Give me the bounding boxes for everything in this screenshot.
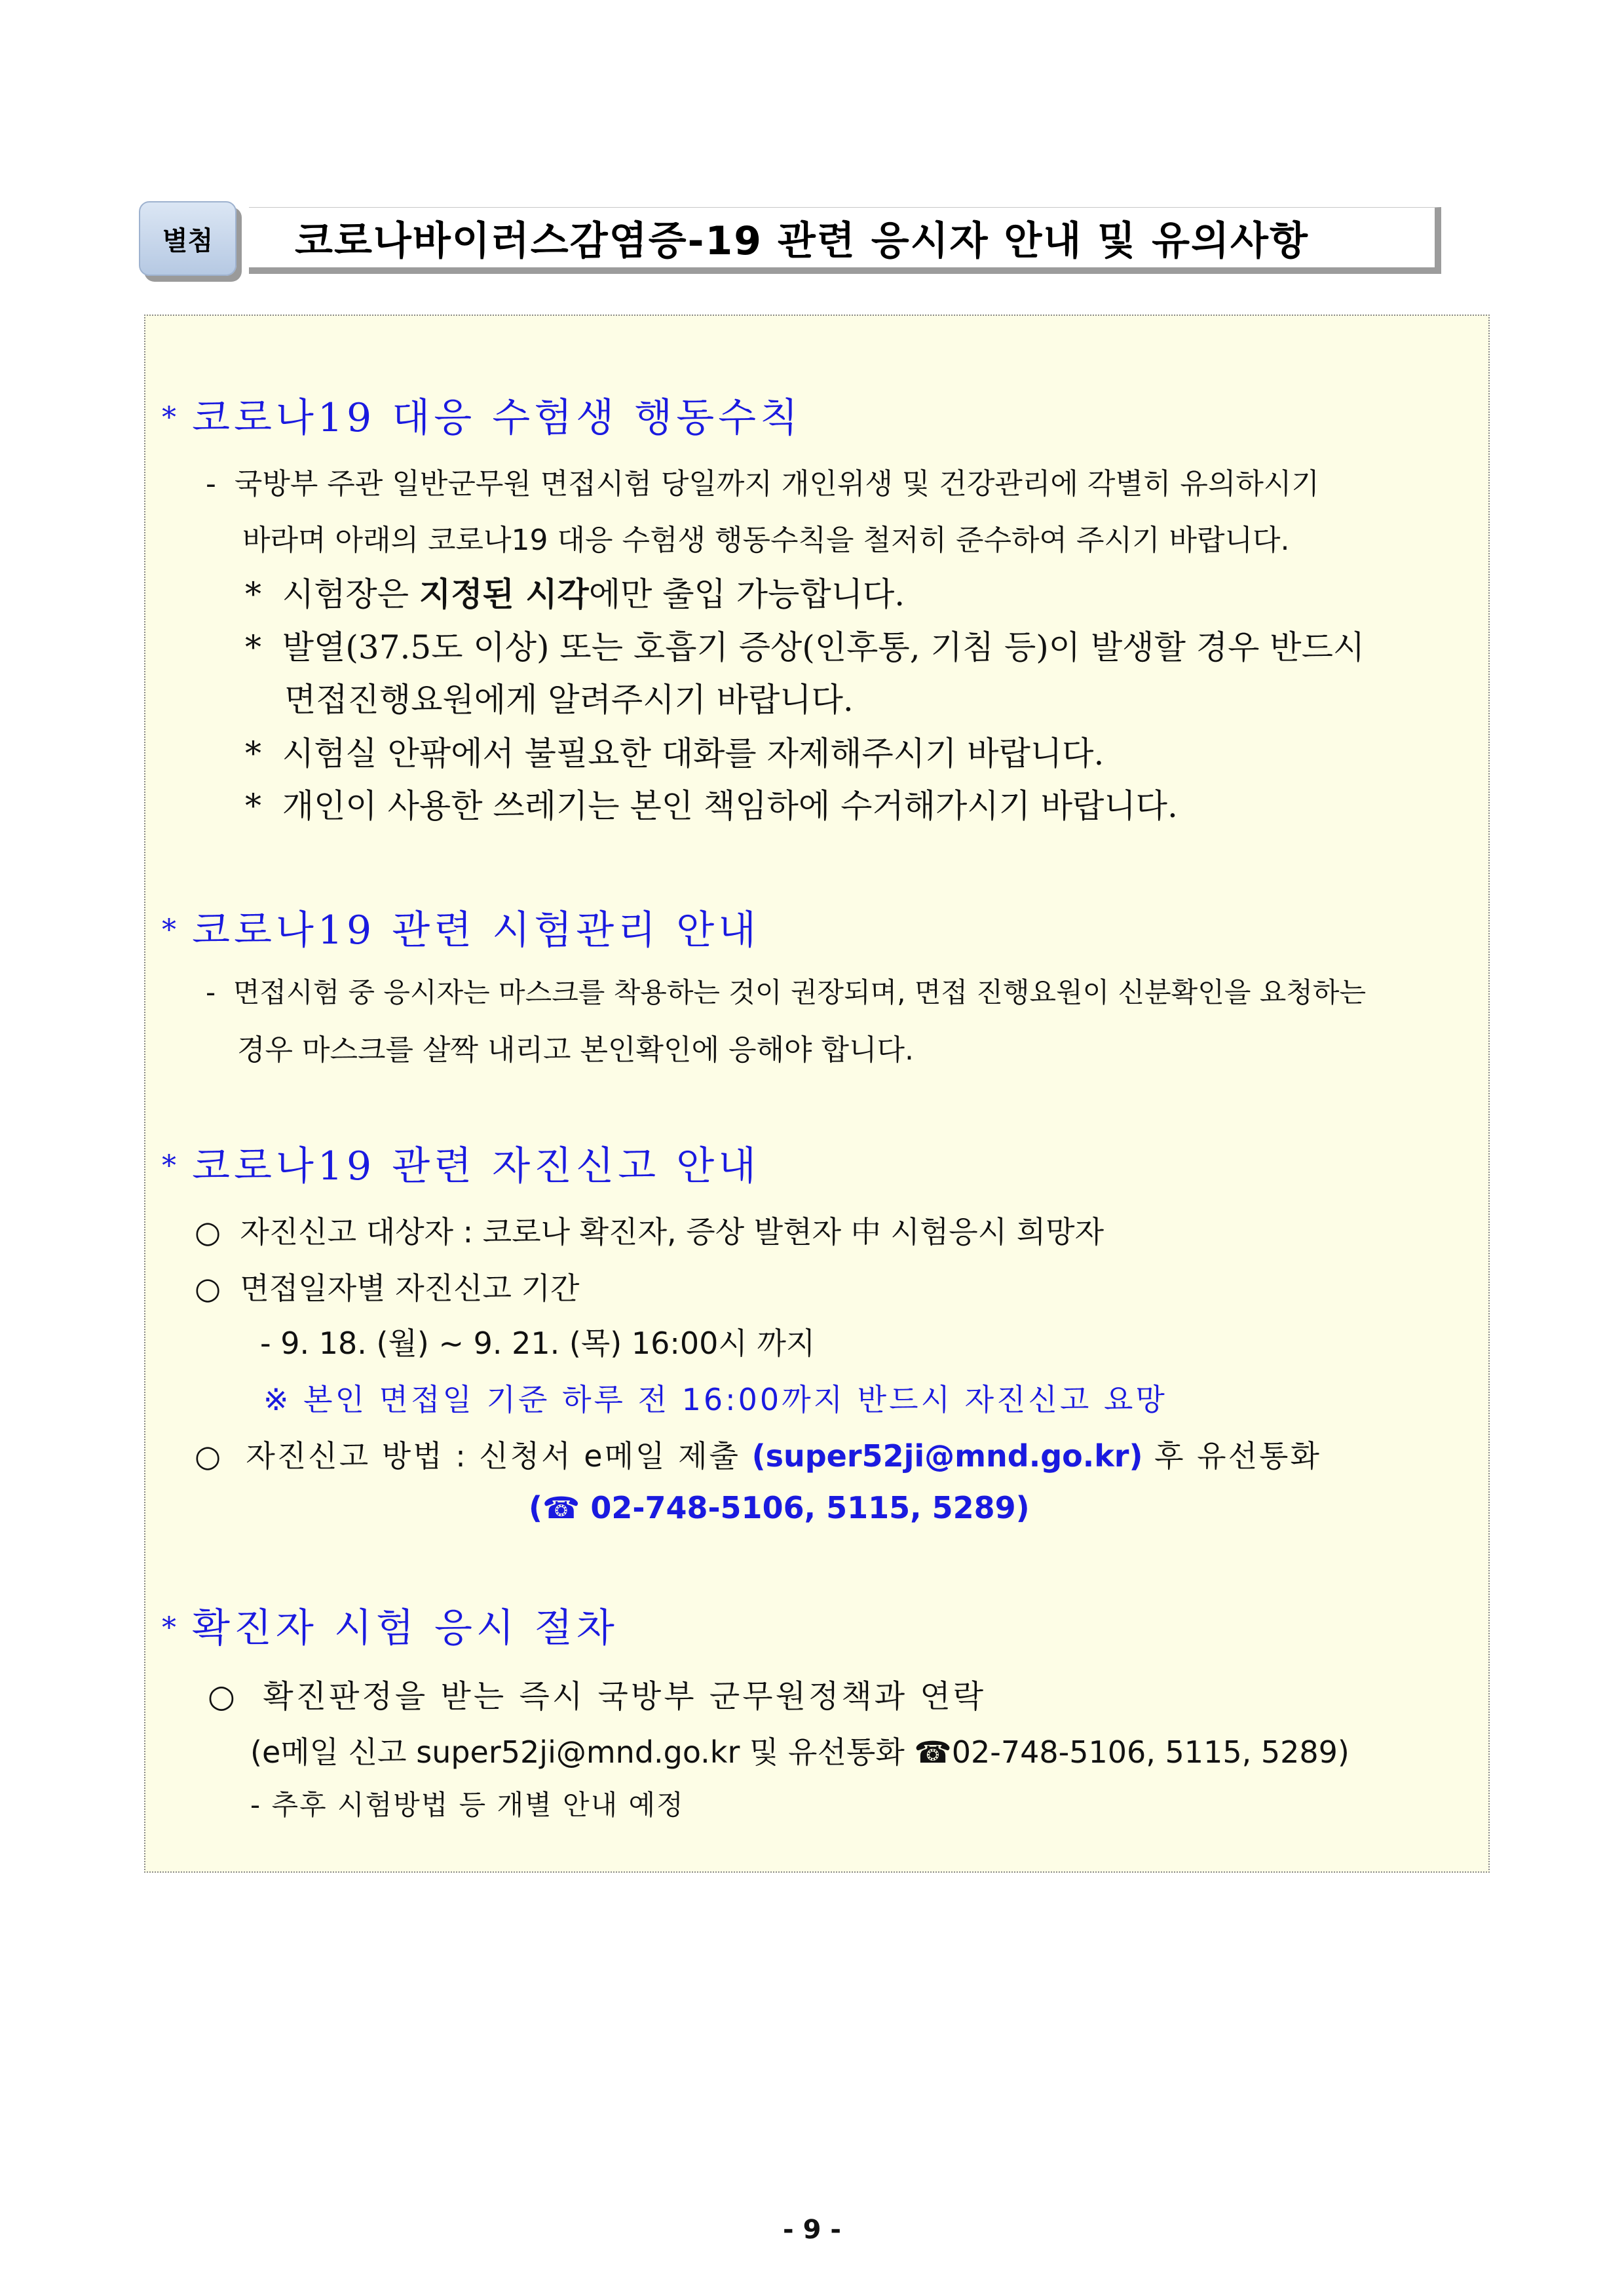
section1-rule1	[245, 568, 905, 615]
rule3-asterisk: *	[245, 735, 261, 773]
rule2-asterisk: *	[245, 628, 261, 666]
section4-item2: - 추후 시험방법 등 개별 안내 예정	[250, 1789, 685, 1821]
section3-item3-post: 후 유선통화	[1142, 1438, 1321, 1474]
section1-rule4	[245, 780, 1178, 827]
section1-title	[162, 387, 802, 443]
section3-circle1: ○	[195, 1214, 221, 1250]
rule1-asterisk: *	[245, 575, 261, 613]
section1-dash: -	[206, 467, 216, 501]
section2-title-text: 코로나19 관련 시험관리 안내	[192, 908, 761, 953]
section1-rule2-line2: 면접진행요원에게 알려주시기 바랍니다.	[284, 681, 854, 719]
section1-para-line1	[206, 460, 1319, 502]
section3-note: ※ 본인 면접일 기준 하루 전 16:00까지 반드시 자진신고 요망	[263, 1382, 1167, 1417]
section3-title	[162, 1135, 760, 1191]
section4-item1	[208, 1671, 986, 1716]
section3-item1	[195, 1208, 1104, 1252]
page-number: - 9 -	[783, 2215, 841, 2245]
section1-rule2-line1	[245, 621, 1365, 668]
section3-item3	[195, 1432, 1321, 1476]
rule4-text: 개인이 사용한 쓰레기는 본인 책임하에 수거해가시기 바랍니다.	[282, 787, 1178, 825]
section4-item1-detail: (e메일 신고 super52ji@mnd.go.kr 및 유선통화 ☎02-748-5106, 5115, 5289)	[250, 1734, 1350, 1770]
section3-item2-text: 면접일자별 자진신고 기간	[240, 1271, 580, 1306]
section4-title	[162, 1597, 618, 1653]
attachment-badge	[139, 201, 236, 276]
section2-title	[162, 899, 760, 955]
section1-rule3	[245, 727, 1104, 775]
section2-para-text1: 면접시험 중 응시자는 마스크를 착용하는 것이 권장되며, 면접 진행요원이 신분확인을 요청하는	[233, 976, 1367, 1008]
section2-dash: -	[206, 976, 216, 1008]
page-title-box	[249, 207, 1441, 274]
section1-para-text1: 국방부 주관 일반군무원 면접시험 당일까지 개인위생 및 건강관리에 각별히 유의하시기	[234, 467, 1319, 501]
section1-title-text: 코로나19 대응 수험생 행동수칙	[192, 395, 803, 441]
page-title: 코로나바이러스감염증-19 관련 응시자 안내 및 유의사항	[295, 218, 1309, 264]
section3-email: (super52ji@mnd.go.kr)	[751, 1438, 1143, 1474]
rule1-post: 에만 출입 가능합니다.	[588, 575, 905, 613]
section3-period: - 9. 18. (월) ~ 9. 21. (목) 16:00시 까지	[260, 1326, 816, 1361]
section2-para-line1	[206, 971, 1366, 1010]
rule4-asterisk: *	[245, 787, 261, 825]
section3-phone: (☎ 02-748-5106, 5115, 5289)	[529, 1490, 1030, 1525]
section3-circle2: ○	[195, 1271, 221, 1306]
rule2-text1: 발열(37.5도 이상) 또는 호흡기 증상(인후통, 기침 등)이 발생할 경우 반드시	[282, 628, 1365, 666]
section4-circle: ○	[208, 1678, 238, 1715]
section4-item1-text: 확진판정을 받는 즉시 국방부 군무원정책과 연락	[263, 1678, 987, 1715]
section4-title-text: 확진자 시험 응시 절차	[192, 1605, 618, 1651]
section4-bullet: *	[162, 1611, 176, 1645]
notice-box	[144, 315, 1490, 1873]
rule1-bold: 지정된 시각	[419, 575, 589, 613]
section3-circle3: ○	[195, 1438, 223, 1474]
section2-para-line2: 경우 마스크를 살짝 내리고 본인확인에 응해야 합니다.	[237, 1033, 914, 1067]
section3-title-text: 코로나19 관련 자진신고 안내	[192, 1143, 761, 1189]
rule3-text: 시험실 안팎에서 불필요한 대화를 자제해주시기 바랍니다.	[282, 735, 1105, 773]
section3-item2	[195, 1265, 579, 1308]
attachment-badge-label: 별첨	[162, 225, 214, 256]
section3-bullet: *	[162, 1149, 176, 1183]
section2-bullet: *	[162, 913, 176, 947]
section3-item1-text: 자진신고 대상자 : 코로나 확진자, 증상 발현자 中 시험응시 희망자	[240, 1214, 1105, 1250]
section1-para-line2: 바라며 아래의 코로나19 대응 수험생 행동수칙을 철저히 준수하여 주시기 바랍니다.	[242, 524, 1290, 557]
rule1-pre: 시험장은	[282, 575, 419, 613]
section1-bullet: *	[162, 401, 176, 434]
section3-item3-pre: 자진신고 방법 : 신청서 e메일 제출	[246, 1438, 752, 1474]
